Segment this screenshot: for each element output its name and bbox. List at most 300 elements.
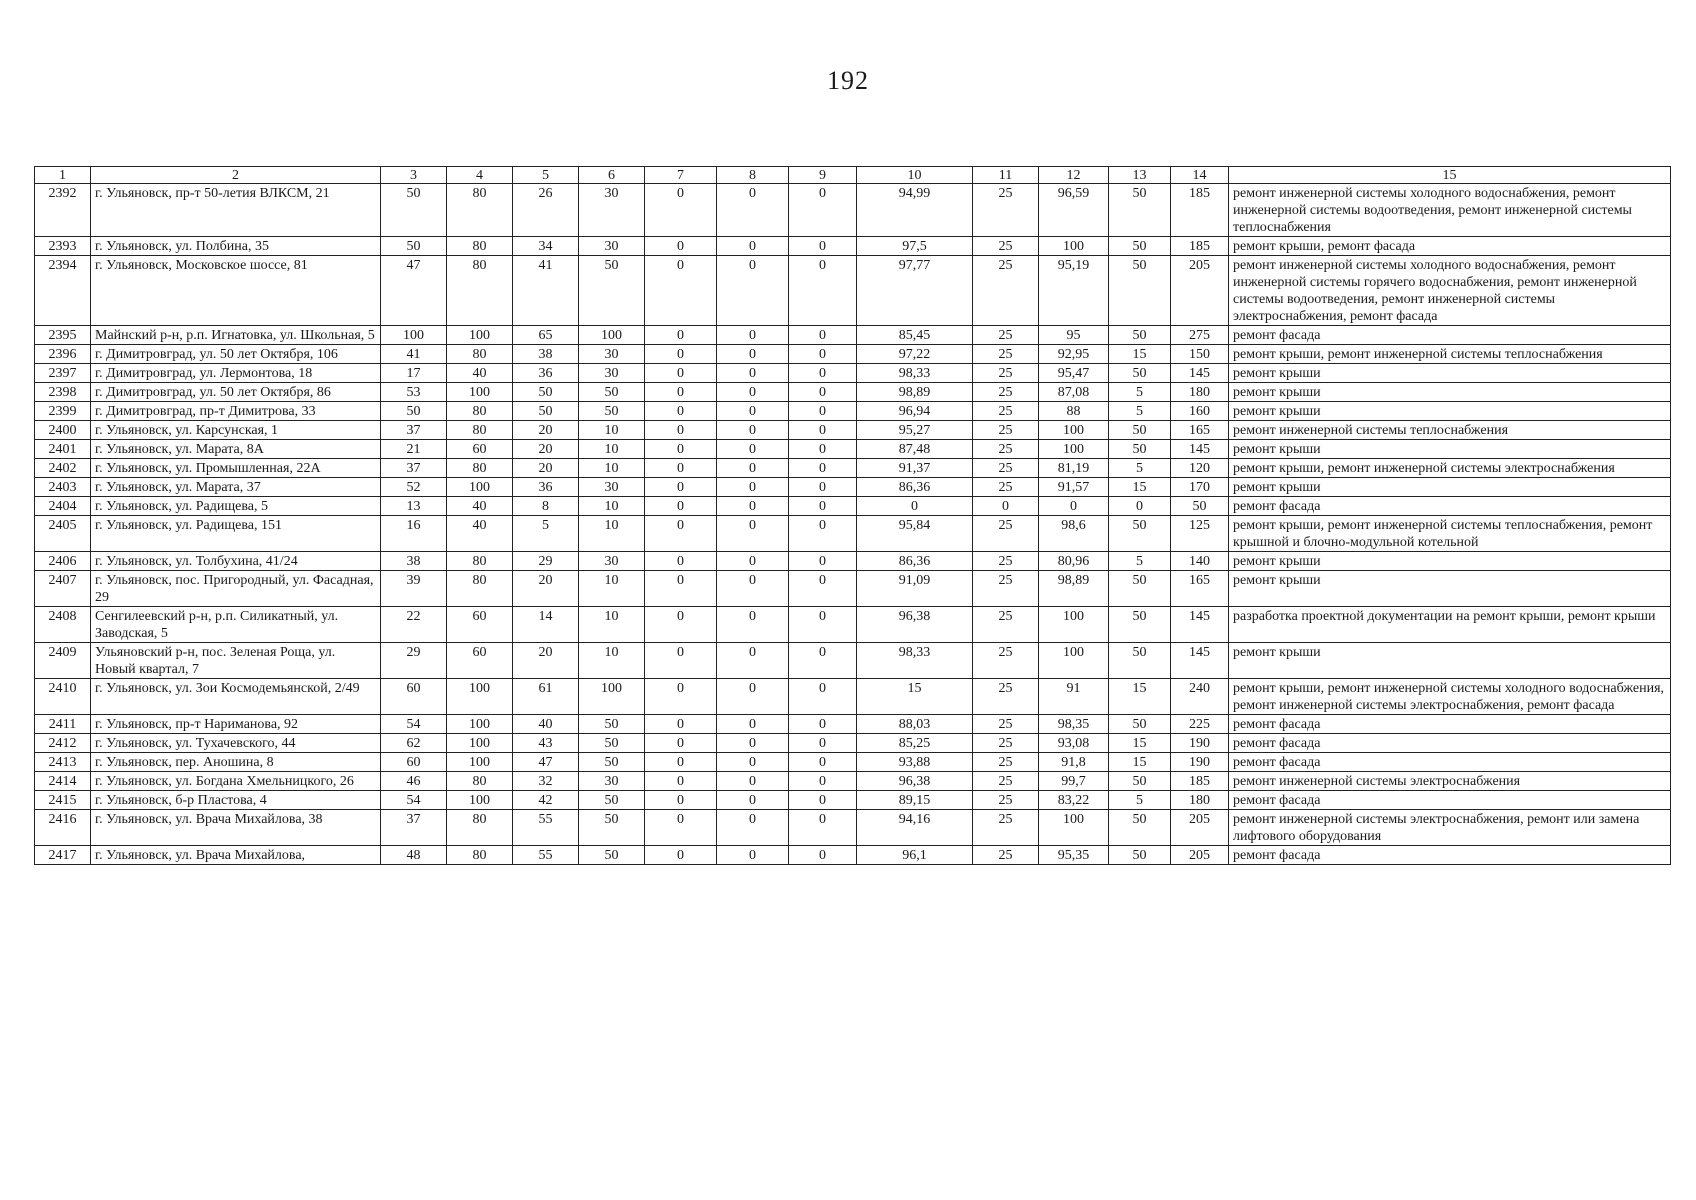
total-score-cell: 145 [1171, 643, 1229, 679]
value-col-4-cell: 80 [447, 421, 513, 440]
value-col-3-cell: 100 [381, 326, 447, 345]
value-col-6-cell: 10 [579, 421, 645, 440]
value-col-8-cell: 0 [717, 772, 789, 791]
table-row [35, 810, 1671, 846]
table-row [35, 478, 1671, 497]
value-col-12-cell: 87,08 [1039, 383, 1109, 402]
value-col-6-cell: 30 [579, 772, 645, 791]
value-col-10-cell: 96,38 [857, 607, 973, 643]
value-col-7-cell: 0 [645, 184, 717, 237]
table-row [35, 459, 1671, 478]
value-col-5-cell: 41 [513, 256, 579, 326]
value-col-5-cell: 55 [513, 810, 579, 846]
address-cell: г. Ульяновск, ул. Зои Космодемьянской, 2/49 [91, 679, 381, 715]
value-col-8-cell: 0 [717, 571, 789, 607]
value-col-6-cell: 50 [579, 753, 645, 772]
value-col-5-cell: 20 [513, 459, 579, 478]
value-col-3-cell: 37 [381, 459, 447, 478]
address-cell: г. Ульяновск, пр-т Нариманова, 92 [91, 715, 381, 734]
housing-repair-table [34, 166, 1671, 865]
address-cell: г. Ульяновск, ул. Марата, 8А [91, 440, 381, 459]
total-score-cell: 150 [1171, 345, 1229, 364]
works-description-cell: ремонт крыши, ремонт фасада [1229, 237, 1671, 256]
column-header-1: 1 [35, 167, 91, 184]
works-description-cell: ремонт фасада [1229, 715, 1671, 734]
value-col-3-cell: 50 [381, 402, 447, 421]
row-number-cell: 2414 [35, 772, 91, 791]
value-col-9-cell: 0 [789, 846, 857, 865]
value-col-12-cell: 100 [1039, 421, 1109, 440]
value-col-13-cell: 50 [1109, 364, 1171, 383]
value-col-9-cell: 0 [789, 571, 857, 607]
value-col-5-cell: 29 [513, 552, 579, 571]
total-score-cell: 50 [1171, 497, 1229, 516]
value-col-10-cell: 96,1 [857, 846, 973, 865]
value-col-13-cell: 50 [1109, 571, 1171, 607]
value-col-12-cell: 100 [1039, 607, 1109, 643]
row-number-cell: 2403 [35, 478, 91, 497]
table-row [35, 345, 1671, 364]
table-row [35, 846, 1671, 865]
table-row [35, 237, 1671, 256]
value-col-9-cell: 0 [789, 497, 857, 516]
works-description-cell: разработка проектной документации на ремонт крыши, ремонт крыши [1229, 607, 1671, 643]
works-description-cell: ремонт крыши, ремонт инженерной системы теплоснабжения, ремонт крышной и блочно-модульной котельной [1229, 516, 1671, 552]
value-col-4-cell: 100 [447, 753, 513, 772]
value-col-10-cell: 85,25 [857, 734, 973, 753]
value-col-13-cell: 50 [1109, 326, 1171, 345]
value-col-11-cell: 25 [973, 421, 1039, 440]
value-col-12-cell: 95,47 [1039, 364, 1109, 383]
value-col-5-cell: 38 [513, 345, 579, 364]
value-col-8-cell: 0 [717, 421, 789, 440]
value-col-10-cell: 98,33 [857, 643, 973, 679]
value-col-4-cell: 80 [447, 571, 513, 607]
row-number-cell: 2398 [35, 383, 91, 402]
value-col-4-cell: 80 [447, 237, 513, 256]
value-col-10-cell: 97,5 [857, 237, 973, 256]
table-row [35, 571, 1671, 607]
value-col-3-cell: 48 [381, 846, 447, 865]
value-col-8-cell: 0 [717, 715, 789, 734]
value-col-7-cell: 0 [645, 679, 717, 715]
value-col-5-cell: 47 [513, 753, 579, 772]
works-description-cell: ремонт крыши [1229, 478, 1671, 497]
value-col-10-cell: 94,99 [857, 184, 973, 237]
value-col-13-cell: 15 [1109, 478, 1171, 497]
total-score-cell: 170 [1171, 478, 1229, 497]
value-col-6-cell: 10 [579, 607, 645, 643]
value-col-13-cell: 5 [1109, 402, 1171, 421]
address-cell: г. Димитровград, ул. 50 лет Октября, 86 [91, 383, 381, 402]
value-col-5-cell: 32 [513, 772, 579, 791]
works-description-cell: ремонт крыши, ремонт инженерной системы холодного водоснабжения, ремонт инженерной системы электроснабжения, ремонт фасада [1229, 679, 1671, 715]
value-col-3-cell: 21 [381, 440, 447, 459]
value-col-4-cell: 80 [447, 810, 513, 846]
table-row [35, 440, 1671, 459]
value-col-8-cell: 0 [717, 184, 789, 237]
value-col-12-cell: 100 [1039, 810, 1109, 846]
row-number-cell: 2406 [35, 552, 91, 571]
value-col-7-cell: 0 [645, 459, 717, 478]
value-col-8-cell: 0 [717, 440, 789, 459]
table-row [35, 497, 1671, 516]
value-col-3-cell: 53 [381, 383, 447, 402]
value-col-4-cell: 40 [447, 516, 513, 552]
value-col-10-cell: 91,09 [857, 571, 973, 607]
value-col-3-cell: 54 [381, 791, 447, 810]
works-description-cell: ремонт крыши [1229, 571, 1671, 607]
value-col-6-cell: 50 [579, 846, 645, 865]
column-header-13: 13 [1109, 167, 1171, 184]
value-col-9-cell: 0 [789, 421, 857, 440]
value-col-11-cell: 25 [973, 516, 1039, 552]
table-row [35, 791, 1671, 810]
total-score-cell: 180 [1171, 791, 1229, 810]
value-col-8-cell: 0 [717, 607, 789, 643]
total-score-cell: 225 [1171, 715, 1229, 734]
total-score-cell: 165 [1171, 421, 1229, 440]
address-cell: г. Ульяновск, ул. Богдана Хмельницкого, 26 [91, 772, 381, 791]
column-header-7: 7 [645, 167, 717, 184]
value-col-7-cell: 0 [645, 571, 717, 607]
value-col-13-cell: 50 [1109, 846, 1171, 865]
value-col-3-cell: 41 [381, 345, 447, 364]
value-col-9-cell: 0 [789, 516, 857, 552]
value-col-3-cell: 13 [381, 497, 447, 516]
value-col-5-cell: 43 [513, 734, 579, 753]
total-score-cell: 205 [1171, 810, 1229, 846]
value-col-7-cell: 0 [645, 810, 717, 846]
value-col-10-cell: 85,45 [857, 326, 973, 345]
value-col-5-cell: 36 [513, 364, 579, 383]
address-cell: г. Димитровград, ул. 50 лет Октября, 106 [91, 345, 381, 364]
value-col-11-cell: 25 [973, 772, 1039, 791]
value-col-4-cell: 80 [447, 345, 513, 364]
value-col-3-cell: 60 [381, 753, 447, 772]
value-col-6-cell: 50 [579, 810, 645, 846]
value-col-4-cell: 100 [447, 478, 513, 497]
value-col-3-cell: 47 [381, 256, 447, 326]
value-col-6-cell: 30 [579, 364, 645, 383]
value-col-11-cell: 25 [973, 679, 1039, 715]
value-col-13-cell: 5 [1109, 383, 1171, 402]
value-col-13-cell: 50 [1109, 440, 1171, 459]
value-col-3-cell: 54 [381, 715, 447, 734]
value-col-9-cell: 0 [789, 810, 857, 846]
table-body [35, 184, 1671, 865]
works-description-cell: ремонт инженерной системы электроснабжения, ремонт или замена лифтового оборудования [1229, 810, 1671, 846]
value-col-12-cell: 99,7 [1039, 772, 1109, 791]
total-score-cell: 145 [1171, 440, 1229, 459]
value-col-12-cell: 0 [1039, 497, 1109, 516]
value-col-3-cell: 29 [381, 643, 447, 679]
value-col-11-cell: 25 [973, 846, 1039, 865]
table-row [35, 256, 1671, 326]
value-col-12-cell: 92,95 [1039, 345, 1109, 364]
table-row [35, 753, 1671, 772]
column-header-3: 3 [381, 167, 447, 184]
value-col-8-cell: 0 [717, 516, 789, 552]
value-col-3-cell: 22 [381, 607, 447, 643]
column-header-6: 6 [579, 167, 645, 184]
value-col-6-cell: 50 [579, 256, 645, 326]
value-col-6-cell: 10 [579, 571, 645, 607]
value-col-10-cell: 86,36 [857, 552, 973, 571]
value-col-8-cell: 0 [717, 679, 789, 715]
address-cell: Майнский р-н, р.п. Игнатовка, ул. Школьная, 5 [91, 326, 381, 345]
value-col-11-cell: 25 [973, 478, 1039, 497]
value-col-9-cell: 0 [789, 734, 857, 753]
row-number-cell: 2400 [35, 421, 91, 440]
value-col-6-cell: 30 [579, 552, 645, 571]
value-col-4-cell: 80 [447, 772, 513, 791]
address-cell: г. Ульяновск, ул. Марата, 37 [91, 478, 381, 497]
value-col-13-cell: 5 [1109, 459, 1171, 478]
value-col-12-cell: 98,89 [1039, 571, 1109, 607]
value-col-11-cell: 25 [973, 256, 1039, 326]
value-col-7-cell: 0 [645, 791, 717, 810]
value-col-13-cell: 50 [1109, 772, 1171, 791]
value-col-6-cell: 50 [579, 402, 645, 421]
total-score-cell: 145 [1171, 364, 1229, 383]
column-header-2: 2 [91, 167, 381, 184]
value-col-8-cell: 0 [717, 237, 789, 256]
value-col-12-cell: 93,08 [1039, 734, 1109, 753]
value-col-10-cell: 95,27 [857, 421, 973, 440]
address-cell: г. Ульяновск, ул. Толбухина, 41/24 [91, 552, 381, 571]
value-col-9-cell: 0 [789, 256, 857, 326]
value-col-10-cell: 97,22 [857, 345, 973, 364]
address-cell: г. Димитровград, ул. Лермонтова, 18 [91, 364, 381, 383]
value-col-12-cell: 100 [1039, 237, 1109, 256]
address-cell: г. Ульяновск, ул. Врача Михайлова, 38 [91, 810, 381, 846]
value-col-4-cell: 80 [447, 184, 513, 237]
value-col-11-cell: 25 [973, 643, 1039, 679]
value-col-11-cell: 25 [973, 571, 1039, 607]
value-col-12-cell: 95,35 [1039, 846, 1109, 865]
value-col-10-cell: 98,33 [857, 364, 973, 383]
row-number-cell: 2401 [35, 440, 91, 459]
value-col-3-cell: 37 [381, 810, 447, 846]
value-col-5-cell: 50 [513, 402, 579, 421]
value-col-7-cell: 0 [645, 402, 717, 421]
value-col-4-cell: 80 [447, 256, 513, 326]
row-number-cell: 2395 [35, 326, 91, 345]
page-number: 192 [827, 66, 869, 95]
value-col-7-cell: 0 [645, 478, 717, 497]
value-col-7-cell: 0 [645, 643, 717, 679]
works-description-cell: ремонт фасада [1229, 791, 1671, 810]
total-score-cell: 145 [1171, 607, 1229, 643]
value-col-13-cell: 15 [1109, 753, 1171, 772]
value-col-3-cell: 46 [381, 772, 447, 791]
value-col-9-cell: 0 [789, 184, 857, 237]
value-col-8-cell: 0 [717, 364, 789, 383]
value-col-13-cell: 50 [1109, 607, 1171, 643]
value-col-13-cell: 50 [1109, 184, 1171, 237]
total-score-cell: 160 [1171, 402, 1229, 421]
value-col-10-cell: 98,89 [857, 383, 973, 402]
value-col-8-cell: 0 [717, 383, 789, 402]
works-description-cell: ремонт фасада [1229, 326, 1671, 345]
value-col-13-cell: 50 [1109, 256, 1171, 326]
value-col-11-cell: 25 [973, 402, 1039, 421]
column-header-15: 15 [1229, 167, 1671, 184]
total-score-cell: 205 [1171, 256, 1229, 326]
value-col-7-cell: 0 [645, 256, 717, 326]
value-col-7-cell: 0 [645, 607, 717, 643]
value-col-3-cell: 17 [381, 364, 447, 383]
header-row [35, 167, 1671, 184]
value-col-7-cell: 0 [645, 753, 717, 772]
address-cell: г. Ульяновск, ул. Врача Михайлова, [91, 846, 381, 865]
value-col-13-cell: 15 [1109, 679, 1171, 715]
value-col-8-cell: 0 [717, 791, 789, 810]
table-row [35, 364, 1671, 383]
total-score-cell: 275 [1171, 326, 1229, 345]
row-number-cell: 2397 [35, 364, 91, 383]
works-description-cell: ремонт инженерной системы холодного водоснабжения, ремонт инженерной системы водоотведения, ремонт инженерной системы теплоснабжения [1229, 184, 1671, 237]
address-cell: Ульяновский р-н, пос. Зеленая Роща, ул. Новый квартал, 7 [91, 643, 381, 679]
value-col-12-cell: 83,22 [1039, 791, 1109, 810]
value-col-6-cell: 50 [579, 734, 645, 753]
value-col-11-cell: 25 [973, 791, 1039, 810]
row-number-cell: 2407 [35, 571, 91, 607]
value-col-7-cell: 0 [645, 846, 717, 865]
value-col-4-cell: 100 [447, 326, 513, 345]
value-col-4-cell: 40 [447, 497, 513, 516]
value-col-3-cell: 62 [381, 734, 447, 753]
value-col-13-cell: 50 [1109, 643, 1171, 679]
value-col-10-cell: 94,16 [857, 810, 973, 846]
value-col-7-cell: 0 [645, 364, 717, 383]
value-col-7-cell: 0 [645, 772, 717, 791]
value-col-5-cell: 26 [513, 184, 579, 237]
value-col-7-cell: 0 [645, 345, 717, 364]
row-number-cell: 2393 [35, 237, 91, 256]
value-col-6-cell: 30 [579, 478, 645, 497]
address-cell: г. Ульяновск, ул. Радищева, 5 [91, 497, 381, 516]
value-col-13-cell: 50 [1109, 810, 1171, 846]
column-header-10: 10 [857, 167, 973, 184]
value-col-8-cell: 0 [717, 459, 789, 478]
value-col-12-cell: 80,96 [1039, 552, 1109, 571]
value-col-5-cell: 36 [513, 478, 579, 497]
value-col-6-cell: 50 [579, 383, 645, 402]
value-col-9-cell: 0 [789, 440, 857, 459]
value-col-10-cell: 87,48 [857, 440, 973, 459]
value-col-7-cell: 0 [645, 383, 717, 402]
value-col-4-cell: 80 [447, 552, 513, 571]
value-col-4-cell: 60 [447, 607, 513, 643]
value-col-6-cell: 100 [579, 326, 645, 345]
value-col-8-cell: 0 [717, 478, 789, 497]
value-col-10-cell: 95,84 [857, 516, 973, 552]
value-col-8-cell: 0 [717, 734, 789, 753]
address-cell: г. Ульяновск, пер. Аношина, 8 [91, 753, 381, 772]
row-number-cell: 2404 [35, 497, 91, 516]
row-number-cell: 2416 [35, 810, 91, 846]
table-row [35, 552, 1671, 571]
value-col-4-cell: 100 [447, 383, 513, 402]
works-description-cell: ремонт инженерной системы холодного водоснабжения, ремонт инженерной системы горячего водоснабжения, ремонт инженерной системы водоотведения, ремонт инженерной системы электроснабжения, ремонт фасада [1229, 256, 1671, 326]
value-col-12-cell: 100 [1039, 643, 1109, 679]
value-col-11-cell: 25 [973, 607, 1039, 643]
table-row [35, 772, 1671, 791]
value-col-10-cell: 97,77 [857, 256, 973, 326]
value-col-6-cell: 30 [579, 237, 645, 256]
value-col-11-cell: 0 [973, 497, 1039, 516]
table-row [35, 679, 1671, 715]
value-col-8-cell: 0 [717, 497, 789, 516]
value-col-10-cell: 96,38 [857, 772, 973, 791]
address-cell: г. Ульяновск, б-р Пластова, 4 [91, 791, 381, 810]
value-col-5-cell: 20 [513, 440, 579, 459]
value-col-7-cell: 0 [645, 440, 717, 459]
value-col-11-cell: 25 [973, 753, 1039, 772]
value-col-7-cell: 0 [645, 516, 717, 552]
total-score-cell: 185 [1171, 237, 1229, 256]
value-col-13-cell: 50 [1109, 237, 1171, 256]
value-col-5-cell: 20 [513, 571, 579, 607]
value-col-9-cell: 0 [789, 679, 857, 715]
value-col-13-cell: 15 [1109, 734, 1171, 753]
works-description-cell: ремонт крыши [1229, 383, 1671, 402]
column-header-9: 9 [789, 167, 857, 184]
works-description-cell: ремонт крыши, ремонт инженерной системы теплоснабжения [1229, 345, 1671, 364]
value-col-8-cell: 0 [717, 345, 789, 364]
value-col-11-cell: 25 [973, 552, 1039, 571]
row-number-cell: 2396 [35, 345, 91, 364]
value-col-3-cell: 50 [381, 237, 447, 256]
value-col-3-cell: 16 [381, 516, 447, 552]
value-col-9-cell: 0 [789, 345, 857, 364]
address-cell: Сенгилеевский р-н, р.п. Силикатный, ул. Заводская, 5 [91, 607, 381, 643]
value-col-12-cell: 95,19 [1039, 256, 1109, 326]
value-col-10-cell: 89,15 [857, 791, 973, 810]
value-col-5-cell: 34 [513, 237, 579, 256]
table-row [35, 326, 1671, 345]
value-col-10-cell: 91,37 [857, 459, 973, 478]
value-col-10-cell: 93,88 [857, 753, 973, 772]
address-cell: г. Ульяновск, Московское шоссе, 81 [91, 256, 381, 326]
value-col-11-cell: 25 [973, 364, 1039, 383]
row-number-cell: 2408 [35, 607, 91, 643]
value-col-10-cell: 96,94 [857, 402, 973, 421]
value-col-11-cell: 25 [973, 810, 1039, 846]
total-score-cell: 140 [1171, 552, 1229, 571]
value-col-9-cell: 0 [789, 326, 857, 345]
value-col-12-cell: 91 [1039, 679, 1109, 715]
value-col-8-cell: 0 [717, 402, 789, 421]
value-col-6-cell: 10 [579, 497, 645, 516]
value-col-3-cell: 39 [381, 571, 447, 607]
value-col-5-cell: 55 [513, 846, 579, 865]
value-col-5-cell: 14 [513, 607, 579, 643]
table-row [35, 734, 1671, 753]
row-number-cell: 2413 [35, 753, 91, 772]
value-col-4-cell: 60 [447, 440, 513, 459]
value-col-4-cell: 100 [447, 734, 513, 753]
value-col-6-cell: 10 [579, 643, 645, 679]
value-col-12-cell: 91,57 [1039, 478, 1109, 497]
row-number-cell: 2399 [35, 402, 91, 421]
value-col-13-cell: 0 [1109, 497, 1171, 516]
value-col-9-cell: 0 [789, 383, 857, 402]
table-row [35, 607, 1671, 643]
value-col-7-cell: 0 [645, 497, 717, 516]
